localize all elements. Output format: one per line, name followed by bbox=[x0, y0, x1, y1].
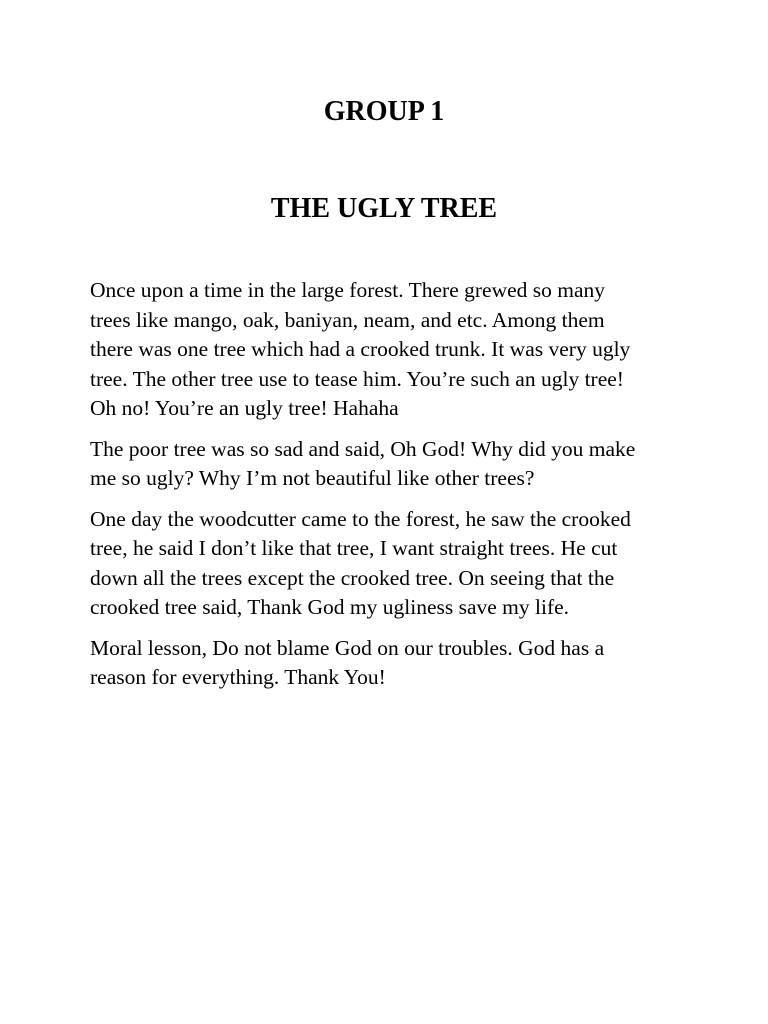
paragraph-moral: Moral lesson, Do not blame God on our troubles. God has a reason for everything. Thank You! bbox=[90, 635, 605, 689]
paragraph-woodcutter: One day the woodcutter came to the forest, he saw the crooked tree, he said I don’t like that tree, I want straight trees. He cut down all the trees except the crooked tree. On seeing that the crooked tree said, Thank God my ugliness save my life. bbox=[90, 506, 631, 619]
story-title: THE UGLY TREE bbox=[270, 193, 498, 224]
group-title: GROUP 1 bbox=[323, 96, 445, 127]
paragraph-intro: Once upon a time in the large forest. There grewed so many trees like mango, oak, baniyan, neam, and etc. Among them there was one tree which had a crooked trunk. It was very ugly tree. The other tree use to tease him. You’re such an ugly tree! Oh no! You’re an ugly tree! Hahaha bbox=[90, 278, 631, 420]
story-body bbox=[90, 276, 690, 704]
paragraph-lament: The poor tree was so sad and said, Oh God! Why did you make me so ugly? Why I’m not beautiful like other trees? bbox=[90, 436, 636, 490]
